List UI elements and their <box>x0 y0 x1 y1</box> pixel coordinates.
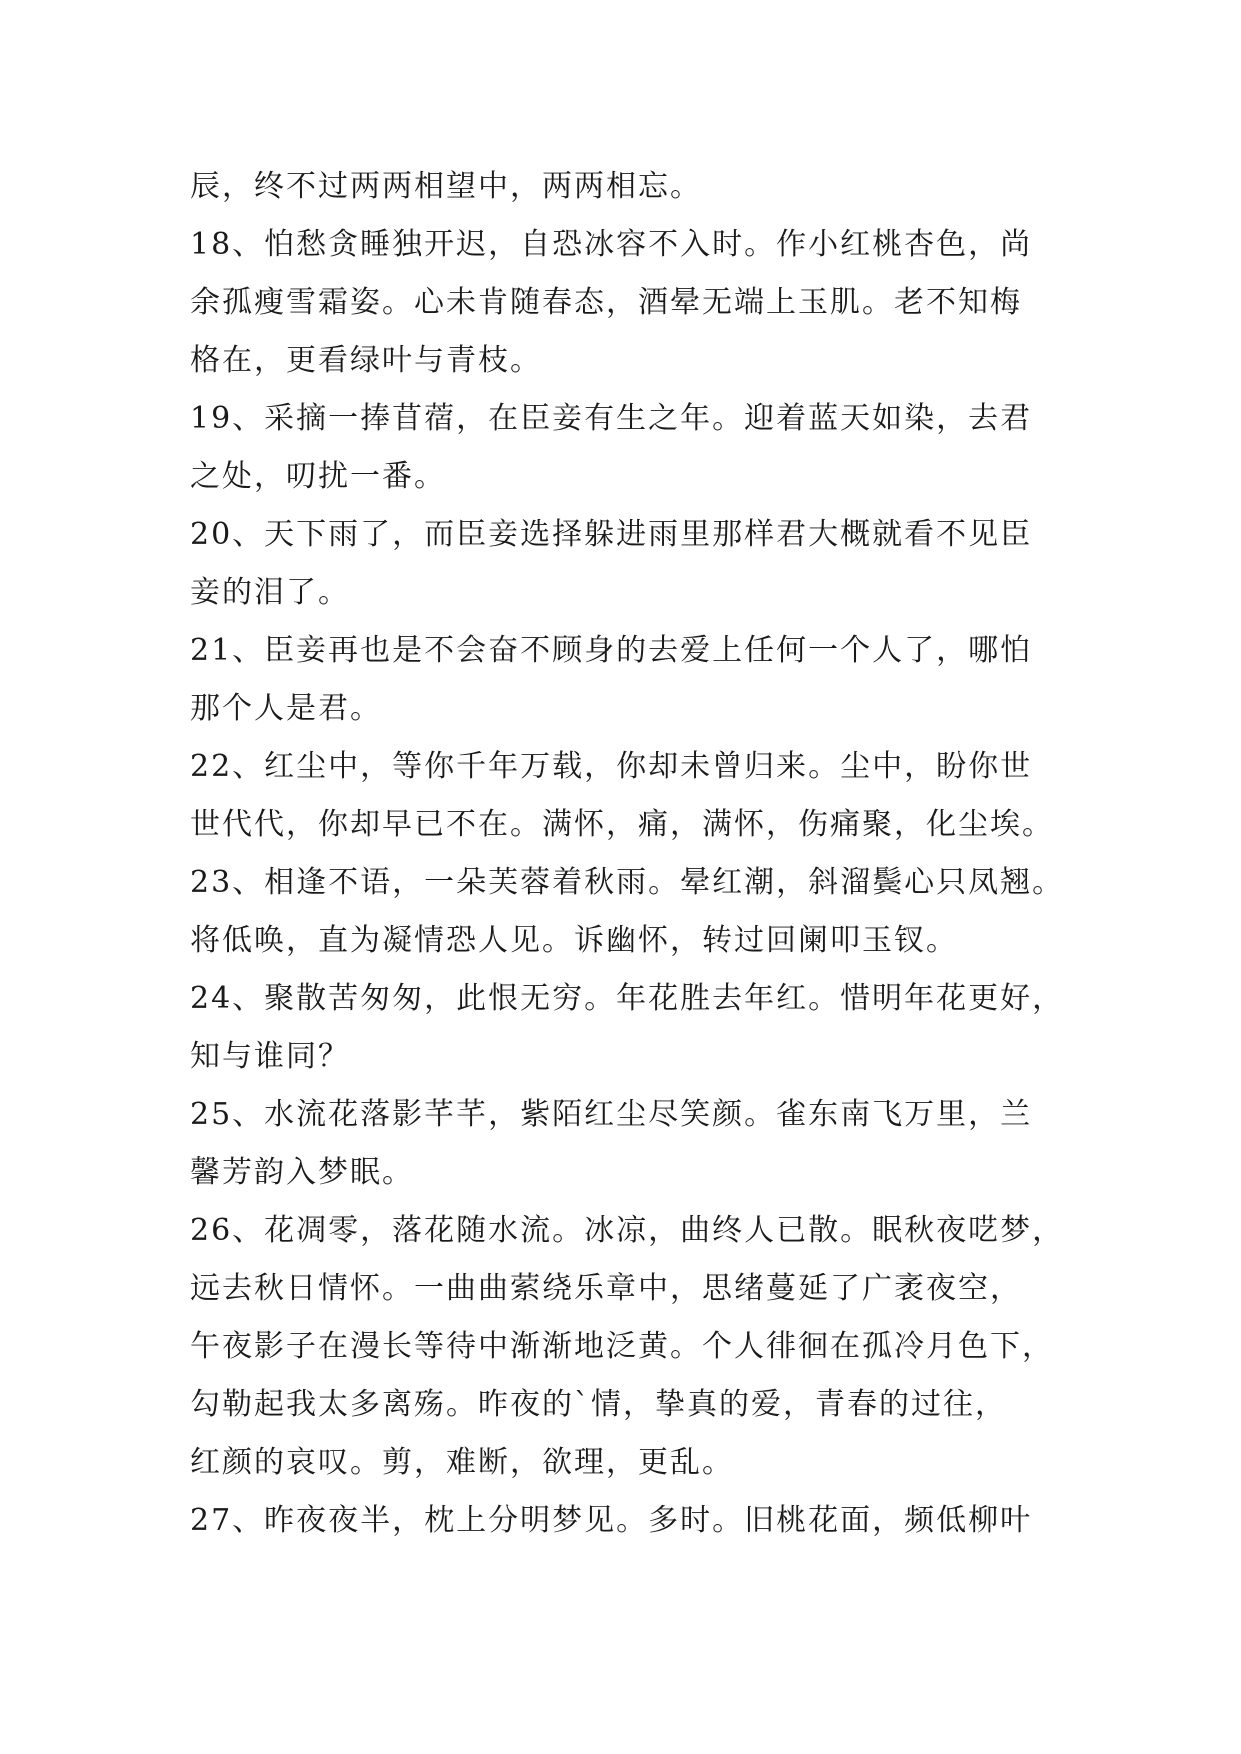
text-line: 馨芳韵入梦眠。 <box>190 1155 414 1190</box>
text-line: 世代代，你却早已不在。满怀，痛，满怀，伤痛聚，化尘埃。 <box>190 807 1054 842</box>
text-line: 26、花凋零，落花随水流。冰凉，曲终人已散。眠秋夜呓梦， <box>190 1213 1065 1248</box>
text-line: 21、臣妾再也是不会奋不顾身的去爱上任何一个人了，哪怕 <box>190 633 1033 668</box>
text-line: 19、采摘一捧苜蓿，在臣妾有生之年。迎着蓝天如染，去君 <box>190 401 1033 436</box>
text-line: 23、相逢不语，一朵芙蓉着秋雨。晕红潮，斜溜鬓心只凤翘。 <box>190 865 1065 900</box>
text-line: 知与谁同？ <box>190 1039 350 1074</box>
text-line: 27、昨夜夜半，枕上分明梦见。多时。旧桃花面，频低柳叶 <box>190 1503 1033 1538</box>
text-line: 余孤瘦雪霜姿。心未肯随春态，酒晕无端上玉肌。老不知梅 <box>190 285 1022 320</box>
text-line: 午夜影子在漫长等待中渐渐地泛黄。个人徘徊在孤冷月色下， <box>190 1329 1054 1364</box>
text-line: 20、天下雨了，而臣妾选择躲进雨里那样君大概就看不见臣 <box>190 517 1033 552</box>
text-line: 格在，更看绿叶与青枝。 <box>190 343 542 378</box>
text-line: 之处，叨扰一番。 <box>190 459 446 494</box>
text-line: 18、怕愁贪睡独开迟，自恐冰容不入时。作小红桃杏色，尚 <box>190 227 1033 262</box>
text-line: 勾勒起我太多离殇。昨夜的`情，挚真的爱，青春的过往， <box>190 1387 1007 1422</box>
text-line: 24、聚散苦匆匆，此恨无穷。年花胜去年红。惜明年花更好， <box>190 981 1065 1016</box>
text-line: 将低唤，直为凝情恐人见。诉幽怀，转过回阑叩玉钗。 <box>190 923 958 958</box>
text-line: 远去秋日情怀。一曲曲萦绕乐章中，思绪蔓延了广袤夜空， <box>190 1271 1022 1306</box>
text-line: 那个人是君。 <box>190 691 382 726</box>
text-line: 红颜的哀叹。剪，难断，欲理，更乱。 <box>190 1445 734 1480</box>
document-body <box>190 158 1065 1550</box>
text-line: 22、红尘中，等你千年万载，你却未曾归来。尘中，盼你世 <box>190 749 1033 784</box>
text-line: 妾的泪了。 <box>190 575 350 610</box>
text-line: 辰，终不过两两相望中，两两相忘。 <box>190 169 702 204</box>
text-line: 25、水流花落影芊芊，紫陌红尘尽笑颜。雀东南飞万里，兰 <box>190 1097 1033 1132</box>
